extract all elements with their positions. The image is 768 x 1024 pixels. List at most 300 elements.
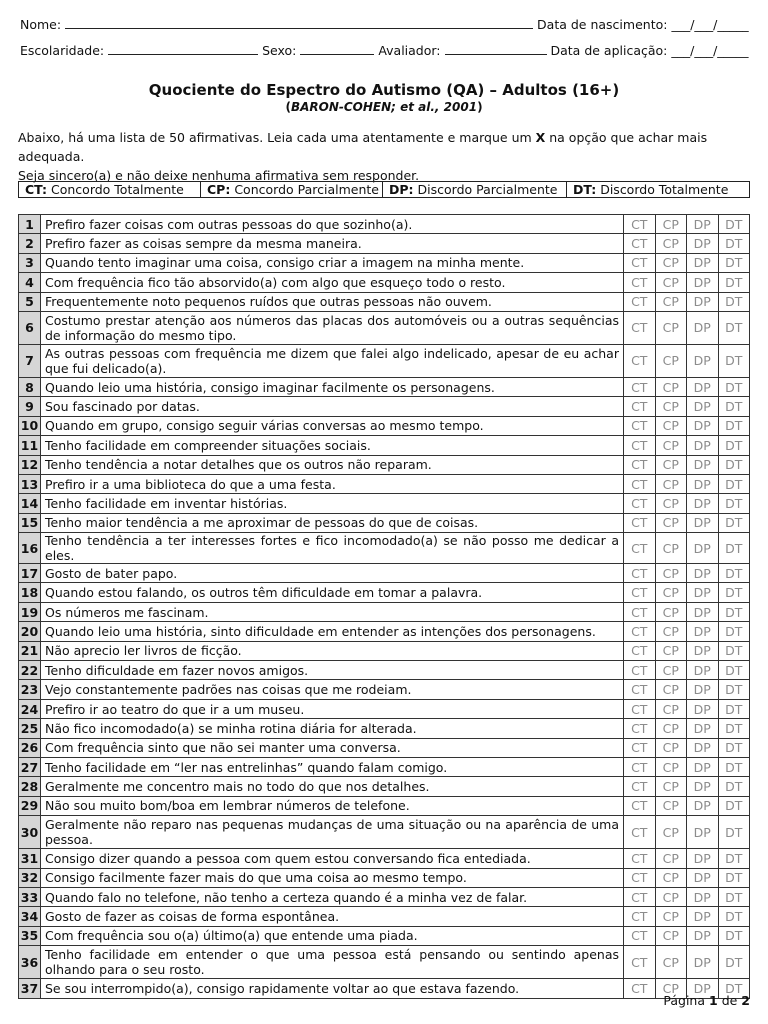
legend-label: Discordo Totalmente (600, 182, 729, 197)
question-text: Gosto de fazer as coisas de forma espontânea. (41, 907, 624, 926)
question-number: 23 (19, 680, 41, 699)
legend-code: DT: (573, 182, 597, 197)
answer-option-dt[interactable]: DT (718, 215, 750, 234)
answer-option-ct[interactable]: CT (624, 868, 656, 887)
answer-option-ct[interactable]: CT (624, 757, 656, 776)
question-number: 7 (19, 344, 41, 377)
answer-option-ct[interactable]: CT (624, 513, 656, 532)
answer-option-cp[interactable]: CP (655, 273, 687, 292)
answer-option-dt[interactable]: DT (718, 979, 750, 998)
question-text: Com frequência sou o(a) último(a) que entende uma piada. (41, 926, 624, 945)
instructions-text-b: na opção que achar mais adequada. (18, 130, 708, 164)
question-number: 1 (19, 215, 41, 234)
answer-option-ct[interactable]: CT (624, 253, 656, 272)
answer-option-ct[interactable]: CT (624, 397, 656, 416)
answer-option-dt[interactable]: DT (718, 757, 750, 776)
answer-option-dp[interactable]: DP (687, 416, 719, 435)
instructions-line-1 (18, 128, 758, 166)
answer-option-dp[interactable]: DP (687, 455, 719, 474)
answer-option-dt[interactable]: DT (718, 474, 750, 493)
question-number: 13 (19, 474, 41, 493)
answer-option-dp[interactable]: DP (687, 602, 719, 621)
answer-option-dp[interactable]: DP (687, 622, 719, 641)
question-row (19, 816, 750, 849)
answer-option-ct[interactable]: CT (624, 887, 656, 906)
citation-close: ) (477, 100, 483, 114)
question-number: 11 (19, 436, 41, 455)
answer-option-ct[interactable]: CT (624, 622, 656, 641)
answer-option-dt[interactable]: DT (718, 946, 750, 979)
question-row (19, 777, 750, 796)
question-row (19, 602, 750, 621)
question-row (19, 234, 750, 253)
answer-option-ct[interactable]: CT (624, 979, 656, 998)
answer-option-dt[interactable]: DT (718, 777, 750, 796)
question-text: Costumo prestar atenção aos números das placas dos automóveis ou a outras sequências de informação do mesmo tipo. (41, 311, 624, 344)
answer-option-dt[interactable]: DT (718, 868, 750, 887)
answer-option-cp[interactable]: CP (655, 680, 687, 699)
answer-option-dp[interactable]: DP (687, 868, 719, 887)
answer-option-dp[interactable]: DP (687, 215, 719, 234)
question-row (19, 564, 750, 583)
legend-item-ct (19, 182, 201, 197)
question-number: 2 (19, 234, 41, 253)
answer-option-cp[interactable]: CP (655, 926, 687, 945)
question-number: 26 (19, 738, 41, 757)
answer-option-dp[interactable]: DP (687, 816, 719, 849)
question-number: 17 (19, 564, 41, 583)
answer-option-dt[interactable]: DT (718, 816, 750, 849)
question-row (19, 849, 750, 868)
instructions (18, 128, 758, 185)
header-line-2 (20, 42, 749, 59)
citation (0, 100, 768, 114)
answer-option-ct[interactable]: CT (624, 907, 656, 926)
question-text: Vejo constantemente padrões nas coisas que me rodeiam. (41, 680, 624, 699)
answer-option-cp[interactable]: CP (655, 661, 687, 680)
answer-option-dp[interactable]: DP (687, 436, 719, 455)
questionnaire-body (19, 215, 750, 999)
question-text: Frequentemente noto pequenos ruídos que outras pessoas não ouvem. (41, 292, 624, 311)
answer-option-cp[interactable]: CP (655, 215, 687, 234)
question-row (19, 273, 750, 292)
answer-option-ct[interactable]: CT (624, 777, 656, 796)
question-number: 15 (19, 513, 41, 532)
question-number: 20 (19, 622, 41, 641)
answer-option-cp[interactable]: CP (655, 849, 687, 868)
name-field[interactable] (65, 16, 533, 29)
answer-option-ct[interactable]: CT (624, 273, 656, 292)
question-row (19, 416, 750, 435)
answer-option-dp[interactable]: DP (687, 474, 719, 493)
answer-option-dt[interactable]: DT (718, 234, 750, 253)
answer-option-dt[interactable]: DT (718, 436, 750, 455)
question-row (19, 926, 750, 945)
question-text: Quando tento imaginar uma coisa, consigo criar a imagem na minha mente. (41, 253, 624, 272)
instructions-text-a: Abaixo, há uma lista de 50 afirmativas. Leia cada uma atentamente e marque um (18, 130, 536, 145)
answer-option-dt[interactable]: DT (718, 397, 750, 416)
answer-option-cp[interactable]: CP (655, 436, 687, 455)
question-row (19, 738, 750, 757)
question-number: 19 (19, 602, 41, 621)
application-label: Data de aplicação: (550, 43, 668, 58)
question-row (19, 907, 750, 926)
questionnaire-table (18, 214, 750, 999)
answer-legend (18, 181, 750, 198)
answer-option-dp[interactable]: DP (687, 849, 719, 868)
answer-option-cp[interactable]: CP (655, 455, 687, 474)
answer-option-dp[interactable]: DP (687, 253, 719, 272)
question-row (19, 661, 750, 680)
answer-option-dt[interactable]: DT (718, 416, 750, 435)
answer-option-dp[interactable]: DP (687, 513, 719, 532)
answer-option-dt[interactable]: DT (718, 513, 750, 532)
answer-option-cp[interactable]: CP (655, 397, 687, 416)
question-row (19, 622, 750, 641)
question-number: 14 (19, 494, 41, 513)
answer-option-cp[interactable]: CP (655, 602, 687, 621)
question-number: 5 (19, 292, 41, 311)
answer-option-ct[interactable]: CT (624, 215, 656, 234)
question-row (19, 680, 750, 699)
answer-option-cp[interactable]: CP (655, 234, 687, 253)
answer-option-dt[interactable]: DT (718, 602, 750, 621)
citation-open: ( (285, 100, 291, 114)
answer-option-dt[interactable]: DT (718, 796, 750, 815)
answer-option-dt[interactable]: DT (718, 292, 750, 311)
answer-option-cp[interactable]: CP (655, 377, 687, 396)
question-row (19, 253, 750, 272)
answer-option-dt[interactable]: DT (718, 564, 750, 583)
answer-option-ct[interactable]: CT (624, 416, 656, 435)
answer-option-dp[interactable]: DP (687, 796, 719, 815)
answer-option-cp[interactable]: CP (655, 979, 687, 998)
question-text: Prefiro fazer coisas com outras pessoas do que sozinho(a). (41, 215, 624, 234)
answer-option-dt[interactable]: DT (718, 377, 750, 396)
answer-option-dp[interactable]: DP (687, 719, 719, 738)
answer-option-ct[interactable]: CT (624, 796, 656, 815)
answer-option-ct[interactable]: CT (624, 311, 656, 344)
answer-option-ct[interactable]: CT (624, 377, 656, 396)
evaluator-field[interactable] (445, 42, 547, 55)
answer-option-dt[interactable]: DT (718, 887, 750, 906)
answer-option-ct[interactable]: CT (624, 436, 656, 455)
question-number: 6 (19, 311, 41, 344)
answer-option-dp[interactable]: DP (687, 377, 719, 396)
answer-option-ct[interactable]: CT (624, 661, 656, 680)
question-row (19, 868, 750, 887)
question-text: Tenho facilidade em compreender situações sociais. (41, 436, 624, 455)
answer-option-dp[interactable]: DP (687, 777, 719, 796)
question-text: Quando falo no telefone, não tenho a certeza quando é a minha vez de falar. (41, 887, 624, 906)
total-pages: 2 (741, 993, 750, 1008)
question-number: 21 (19, 641, 41, 660)
question-number: 10 (19, 416, 41, 435)
question-text: Não fico incomodado(a) se minha rotina diária for alterada. (41, 719, 624, 738)
legend-item-dt (567, 182, 749, 197)
answer-option-dp[interactable]: DP (687, 583, 719, 602)
question-row (19, 215, 750, 234)
page-number (663, 993, 750, 1008)
question-number: 18 (19, 583, 41, 602)
current-page: 1 (709, 993, 718, 1008)
answer-option-cp[interactable]: CP (655, 292, 687, 311)
sex-field[interactable] (300, 42, 374, 55)
answer-option-dp[interactable]: DP (687, 311, 719, 344)
answer-option-dp[interactable]: DP (687, 907, 719, 926)
answer-option-dp[interactable]: DP (687, 234, 719, 253)
answer-option-dt[interactable]: DT (718, 738, 750, 757)
answer-option-dt[interactable]: DT (718, 719, 750, 738)
evaluator-label: Avaliador: (378, 43, 441, 58)
answer-option-dt[interactable]: DT (718, 273, 750, 292)
answer-option-cp[interactable]: CP (655, 344, 687, 377)
answer-option-dp[interactable]: DP (687, 887, 719, 906)
answer-option-cp[interactable]: CP (655, 796, 687, 815)
answer-option-ct[interactable]: CT (624, 344, 656, 377)
question-number: 37 (19, 979, 41, 998)
answer-option-dp[interactable]: DP (687, 680, 719, 699)
answer-option-ct[interactable]: CT (624, 719, 656, 738)
answer-option-dt[interactable]: DT (718, 533, 750, 564)
legend-label: Concordo Totalmente (51, 182, 184, 197)
legend-code: CP: (207, 182, 231, 197)
answer-option-cp[interactable]: CP (655, 641, 687, 660)
question-number: 3 (19, 253, 41, 272)
answer-option-dp[interactable]: DP (687, 564, 719, 583)
answer-option-dp[interactable]: DP (687, 757, 719, 776)
answer-option-dt[interactable]: DT (718, 253, 750, 272)
name-label: Nome: (20, 17, 62, 32)
legend-label: Concordo Parcialmente (234, 182, 379, 197)
question-number: 8 (19, 377, 41, 396)
question-number: 28 (19, 777, 41, 796)
question-text: Quando leio uma história, sinto dificuldade em entender as intenções dos personagens. (41, 622, 624, 641)
page-of: de (721, 993, 738, 1008)
question-number: 32 (19, 868, 41, 887)
answer-option-cp[interactable]: CP (655, 494, 687, 513)
question-text: Não sou muito bom/boa em lembrar números de telefone. (41, 796, 624, 815)
question-number: 25 (19, 719, 41, 738)
question-number: 35 (19, 926, 41, 945)
question-row (19, 533, 750, 564)
question-row (19, 979, 750, 998)
answer-option-cp[interactable]: CP (655, 564, 687, 583)
schooling-field[interactable] (108, 42, 258, 55)
sex-label: Sexo: (262, 43, 297, 58)
answer-option-dp[interactable]: DP (687, 738, 719, 757)
legend-item-cp (201, 182, 383, 197)
answer-option-dt[interactable]: DT (718, 699, 750, 718)
instructions-line-2: Seja sincero(a) e não deixe nenhuma afirmativa sem responder. (18, 168, 420, 183)
answer-option-dt[interactable]: DT (718, 311, 750, 344)
question-row (19, 311, 750, 344)
answer-option-dp[interactable]: DP (687, 641, 719, 660)
answer-option-dt[interactable]: DT (718, 344, 750, 377)
question-row (19, 455, 750, 474)
question-number: 31 (19, 849, 41, 868)
answer-option-ct[interactable]: CT (624, 455, 656, 474)
answer-option-dp[interactable]: DP (687, 926, 719, 945)
answer-option-dp[interactable]: DP (687, 979, 719, 998)
question-number: 12 (19, 455, 41, 474)
legend-code: DP: (389, 182, 414, 197)
answer-option-ct[interactable]: CT (624, 738, 656, 757)
answer-option-cp[interactable]: CP (655, 777, 687, 796)
answer-option-ct[interactable]: CT (624, 816, 656, 849)
answer-option-cp[interactable]: CP (655, 699, 687, 718)
question-text: As outras pessoas com frequência me dizem que falei algo indelicado, apesar de eu achar que fui delicado(a). (41, 344, 624, 377)
answer-option-ct[interactable]: CT (624, 564, 656, 583)
question-row (19, 641, 750, 660)
answer-option-cp[interactable]: CP (655, 816, 687, 849)
answer-option-dp[interactable]: DP (687, 273, 719, 292)
answer-option-ct[interactable]: CT (624, 533, 656, 564)
question-number: 24 (19, 699, 41, 718)
question-text: Sou fascinado por datas. (41, 397, 624, 416)
answer-option-cp[interactable]: CP (655, 533, 687, 564)
question-text: Com frequência fico tão absorvido(a) com algo que esqueço todo o resto. (41, 273, 624, 292)
answer-option-cp[interactable]: CP (655, 738, 687, 757)
question-row (19, 757, 750, 776)
question-row (19, 719, 750, 738)
question-text: Quando leio uma história, consigo imaginar facilmente os personagens. (41, 377, 624, 396)
question-text: Prefiro fazer as coisas sempre da mesma maneira. (41, 234, 624, 253)
question-row (19, 887, 750, 906)
question-text: Tenho facilidade em inventar histórias. (41, 494, 624, 513)
question-text: Com frequência sinto que não sei manter uma conversa. (41, 738, 624, 757)
answer-option-dt[interactable]: DT (718, 455, 750, 474)
question-number: 4 (19, 273, 41, 292)
header-line-1 (20, 16, 749, 33)
page-label: Página (663, 993, 706, 1008)
answer-option-dt[interactable]: DT (718, 661, 750, 680)
question-text: Tenho facilidade em entender o que uma pessoa está pensando ou sentindo apenas olhando para o seu rosto. (41, 946, 624, 979)
answer-option-cp[interactable]: CP (655, 474, 687, 493)
question-number: 36 (19, 946, 41, 979)
answer-option-dp[interactable]: DP (687, 946, 719, 979)
answer-option-cp[interactable]: CP (655, 622, 687, 641)
question-text: Tenho maior tendência a me aproximar de pessoas do que de coisas. (41, 513, 624, 532)
question-row (19, 513, 750, 532)
question-row (19, 583, 750, 602)
answer-option-dp[interactable]: DP (687, 494, 719, 513)
answer-option-ct[interactable]: CT (624, 583, 656, 602)
question-number: 34 (19, 907, 41, 926)
question-row (19, 474, 750, 493)
document-title: Quociente do Espectro do Autismo (QA) – Adultos (16+) (148, 81, 620, 99)
question-number: 29 (19, 796, 41, 815)
question-text: Prefiro ir a uma biblioteca do que a uma festa. (41, 474, 624, 493)
legend-label: Discordo Parcialmente (417, 182, 558, 197)
answer-option-ct[interactable]: CT (624, 699, 656, 718)
question-text: Tenho facilidade em “ler nas entrelinhas” quando falam comigo. (41, 757, 624, 776)
question-text: Tenho tendência a ter interesses fortes e fico incomodado(a) se não posso me dedicar a eles. (41, 533, 624, 564)
answer-option-cp[interactable]: CP (655, 946, 687, 979)
question-row (19, 699, 750, 718)
question-row (19, 377, 750, 396)
answer-option-cp[interactable]: CP (655, 253, 687, 272)
question-text: Consigo dizer quando a pessoa com quem estou conversando fica entediada. (41, 849, 624, 868)
question-text: Se sou interrompido(a), consigo rapidamente voltar ao que estava fazendo. (41, 979, 624, 998)
question-number: 9 (19, 397, 41, 416)
answer-option-ct[interactable]: CT (624, 474, 656, 493)
answer-option-cp[interactable]: CP (655, 583, 687, 602)
answer-option-cp[interactable]: CP (655, 887, 687, 906)
answer-option-dt[interactable]: DT (718, 849, 750, 868)
answer-option-ct[interactable]: CT (624, 849, 656, 868)
answer-option-cp[interactable]: CP (655, 513, 687, 532)
answer-option-dt[interactable]: DT (718, 680, 750, 699)
question-text: Consigo facilmente fazer mais do que uma coisa ao mesmo tempo. (41, 868, 624, 887)
question-number: 22 (19, 661, 41, 680)
answer-option-ct[interactable]: CT (624, 234, 656, 253)
question-text: Prefiro ir ao teatro do que ir a um museu. (41, 699, 624, 718)
legend-item-dp (383, 182, 567, 197)
question-number: 27 (19, 757, 41, 776)
question-text: Quando em grupo, consigo seguir várias conversas ao mesmo tempo. (41, 416, 624, 435)
answer-option-dt[interactable]: DT (718, 641, 750, 660)
answer-option-ct[interactable]: CT (624, 494, 656, 513)
question-number: 30 (19, 816, 41, 849)
answer-option-cp[interactable]: CP (655, 868, 687, 887)
question-text: Tenho dificuldade em fazer novos amigos. (41, 661, 624, 680)
answer-option-ct[interactable]: CT (624, 926, 656, 945)
answer-option-dp[interactable]: DP (687, 661, 719, 680)
question-row (19, 494, 750, 513)
answer-option-dp[interactable]: DP (687, 397, 719, 416)
question-text: Tenho tendência a notar detalhes que os outros não reparam. (41, 455, 624, 474)
answer-option-dt[interactable]: DT (718, 907, 750, 926)
question-text: Gosto de bater papo. (41, 564, 624, 583)
answer-option-dt[interactable]: DT (718, 583, 750, 602)
answer-option-cp[interactable]: CP (655, 311, 687, 344)
legend-code: CT: (25, 182, 48, 197)
answer-option-ct[interactable]: CT (624, 602, 656, 621)
answer-option-ct[interactable]: CT (624, 680, 656, 699)
application-date-field[interactable]: ___/___/_____ (671, 43, 749, 58)
schooling-label: Escolaridade: (20, 43, 105, 58)
answer-option-dt[interactable]: DT (718, 926, 750, 945)
answer-option-dp[interactable]: DP (687, 292, 719, 311)
answer-option-ct[interactable]: CT (624, 641, 656, 660)
citation-authors: BARON-COHEN; et al., 2001 (290, 100, 478, 114)
birth-date-field[interactable]: ___/___/_____ (671, 17, 749, 32)
question-number: 16 (19, 533, 41, 564)
question-row (19, 397, 750, 416)
answer-option-cp[interactable]: CP (655, 416, 687, 435)
question-text: Os números me fascinam. (41, 602, 624, 621)
instructions-mark: X (535, 130, 546, 145)
answer-option-dp[interactable]: DP (687, 533, 719, 564)
answer-option-cp[interactable]: CP (655, 757, 687, 776)
answer-option-dp[interactable]: DP (687, 344, 719, 377)
answer-option-ct[interactable]: CT (624, 946, 656, 979)
birth-label: Data de nascimento: (537, 17, 668, 32)
answer-option-cp[interactable]: CP (655, 719, 687, 738)
question-row (19, 292, 750, 311)
answer-option-dp[interactable]: DP (687, 699, 719, 718)
question-row (19, 436, 750, 455)
answer-option-ct[interactable]: CT (624, 292, 656, 311)
question-text: Quando estou falando, os outros têm dificuldade em tomar a palavra. (41, 583, 624, 602)
question-number: 33 (19, 887, 41, 906)
answer-option-dt[interactable]: DT (718, 494, 750, 513)
answer-option-dt[interactable]: DT (718, 622, 750, 641)
question-text: Geralmente não reparo nas pequenas mudanças de uma situação ou na aparência de uma pessoa. (41, 816, 624, 849)
question-text: Geralmente me concentro mais no todo do que nos detalhes. (41, 777, 624, 796)
answer-option-cp[interactable]: CP (655, 907, 687, 926)
